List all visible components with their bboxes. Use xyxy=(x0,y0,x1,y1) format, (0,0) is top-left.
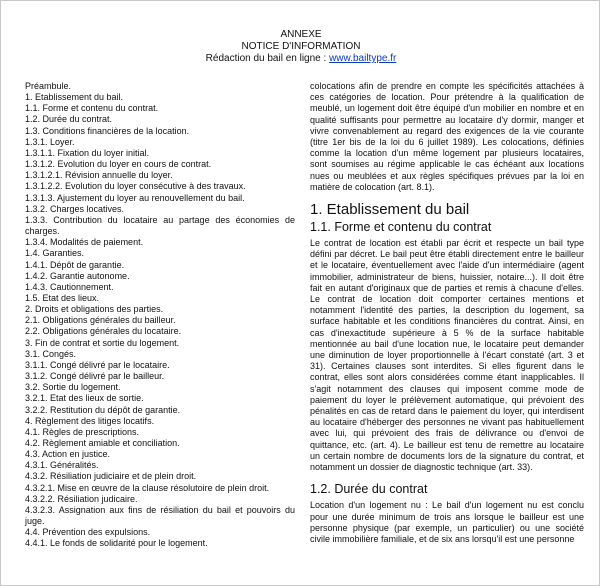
redaction-label: Rédaction du bail en ligne : xyxy=(205,53,330,64)
toc-item: 4. Règlement des litiges locatifs. xyxy=(25,415,155,426)
toc-item: 1.3.2. Charges locatives. xyxy=(25,203,125,214)
toc-item: 1.3.1.2. Evolution du loyer en cours de contrat. xyxy=(25,159,212,170)
toc-item: 1.5. Etat des lieux. xyxy=(25,292,100,303)
toc-item: 2.1. Obligations générales du bailleur. xyxy=(25,315,176,326)
toc-item: 1.2. Durée du contrat. xyxy=(25,114,113,125)
toc-item: 1.3.1.2.2. Evolution du loyer consécutive à des travaux. xyxy=(25,181,246,192)
paragraph-duree: Location d'un logement nu : Le bail d'un logement nu est conclu pour une durée minimum de trois ans lorsque le bailleur est une personne physique (par exemple, un particulier) ou une société civile immobilière familiale, et de six ans lorsqu'il est une personne xyxy=(310,500,584,544)
toc-item: 3.1.1. Congé délivré par le locataire. xyxy=(25,359,170,370)
toc-item: 4.3.2.3. Assignation aux fins de résiliation du bail et pouvoirs du juge. xyxy=(25,504,295,527)
toc-item: 1.3.1. Loyer. xyxy=(25,136,75,147)
intro-paragraph: colocations afin de prendre en compte les spécificités attachées à ces catégories de location. Pour prétendre à la qualification de meublé, un logement doit être équipé d'un mobilier en nombre et en qualité suffisants pour permettre au locataire d'y dormir, manger et vivre convenablement au regard des exigences de la vie courante (titre 1er bis de la loi du 6 juillet 1989). Les colocations, définies comme la location d'un même logement par plusieurs locataires, sont soumises au régime applicable le cas échéant aux locations nues ou meublées et aux règles spécifiques prévues par la loi en matière de colocation (art. 8.1). xyxy=(310,81,584,192)
toc-item: 2. Droits et obligations des parties. xyxy=(25,304,164,315)
right-column xyxy=(310,81,584,545)
toc-item: 1.4. Garanties. xyxy=(25,248,85,259)
toc-item: 4.3.1. Généralités. xyxy=(25,460,99,471)
toc-item: 3.2.2. Restitution du dépôt de garantie. xyxy=(25,404,181,415)
toc-item: 3.1. Congés. xyxy=(25,348,77,359)
toc-item: 4.3. Action en justice. xyxy=(25,449,111,460)
toc-item: 1.4.1. Dépôt de garantie. xyxy=(25,259,125,270)
toc-item: 3.1.2. Congé délivré par le bailleur. xyxy=(25,371,165,382)
toc-item: 4.3.2.1. Mise en œuvre de la clause résolutoire de plein droit. xyxy=(25,482,270,493)
toc-item: 4.2. Règlement amiable et conciliation. xyxy=(25,438,180,448)
toc-item: 3.2.1. Etat des lieux de sortie. xyxy=(25,393,144,404)
toc-item: 4.3.2.2. Résiliation judicaire. xyxy=(25,493,138,504)
bailtype-link[interactable]: www.bailtype.fr xyxy=(329,53,397,64)
toc-item: 4.4. Prévention des expulsions. xyxy=(25,527,151,538)
toc-item: 1. Etablissement du bail. xyxy=(25,92,124,103)
toc-item: 3.2. Sortie du logement. xyxy=(25,382,121,393)
redaction-line xyxy=(1,53,600,65)
notice-title: NOTICE D'INFORMATION xyxy=(241,41,361,52)
toc-item: 1.3.1.3. Ajustement du loyer au renouvellement du bail. xyxy=(25,192,245,203)
toc-item: Préambule. xyxy=(25,81,72,91)
toc-item: 1.1. Forme et contenu du contrat. xyxy=(25,103,159,114)
toc-item: 4.3.2. Résiliation judiciaire et de plein droit. xyxy=(25,471,197,482)
toc-item: 1.3.3. Contribution du locataire au partage des économies de charges. xyxy=(25,214,295,237)
toc-item: 3. Fin de contrat et sortie du logement. xyxy=(25,337,180,348)
toc-item: 1.3.1.2.1. Révision annuelle du loyer. xyxy=(25,170,173,181)
paragraph-forme-contenu: Le contrat de location est établi par écrit et respecte un bail type défini par décret. Le bail peut être établi directement entre le bailleur et le locataire, éventuellement avec l'aide d'un intermédiaire (agent immobilier, administrateur de biens, huissier, notaire...). Il doit être fait en autant d'originaux que de parties et remis à chacune d'elles. Le contrat de location doit comporter certaines mentions et notamment l'identité des parties, la description du logement, sa surface habitable et les conditions financières du contrat. Ainsi, en cas d'inexactitude supérieure à 5 % de la surface habitable mentionnée au bail d'une location nue, le locataire peut demander une diminution de loyer proportionnelle à l'écart constaté (art. 3 et 31). Certaines clauses sont interdites. Si elles figurent dans le contrat, elles sont alors considérées comme étant inapplicables. Il s'agit notamment des clauses qui imposent comme mode de paiement du loyer le prélèvement automatique, qui prévoient des pénalités en cas de retard dans le paiement du loyer, qui interdisent au locataire d'héberger des personnes ne vivant pas habituellement avec lui, qui prévoient des frais de délivrance ou d'envoi de quittance, etc. (art. 4). Le bailleur est tenu de remettre au locataire un certain nombre de documents lors de la signature du contrat, et notamment un dossier de diagnostic technique (art. 33). xyxy=(310,238,584,473)
toc-item: 4.1. Règles de prescriptions. xyxy=(25,426,140,437)
toc-item: 4.4.1. Le fonds de solidarité pour le logement. xyxy=(25,538,208,549)
toc-item: 1.3. Conditions financières de la location. xyxy=(25,125,190,136)
section-heading-1: 1. Etablissement du bail xyxy=(310,201,470,219)
subsection-heading-1-1: 1.1. Forme et contenu du contrat xyxy=(310,220,492,235)
toc-item: 2.2. Obligations générales du locataire. xyxy=(25,326,182,337)
subsection-heading-1-2: 1.2. Durée du contrat xyxy=(310,482,428,497)
toc-item: 1.4.2. Garantie autonome. xyxy=(25,270,130,281)
document-header xyxy=(1,29,600,65)
annex-title: ANNEXE xyxy=(280,29,322,40)
table-of-contents xyxy=(25,81,295,550)
toc-item: 1.3.4. Modalités de paiement. xyxy=(25,237,144,248)
toc-item: 1.3.1.1. Fixation du loyer initial. xyxy=(25,147,150,158)
toc-item: 1.4.3. Cautionnement. xyxy=(25,281,114,292)
